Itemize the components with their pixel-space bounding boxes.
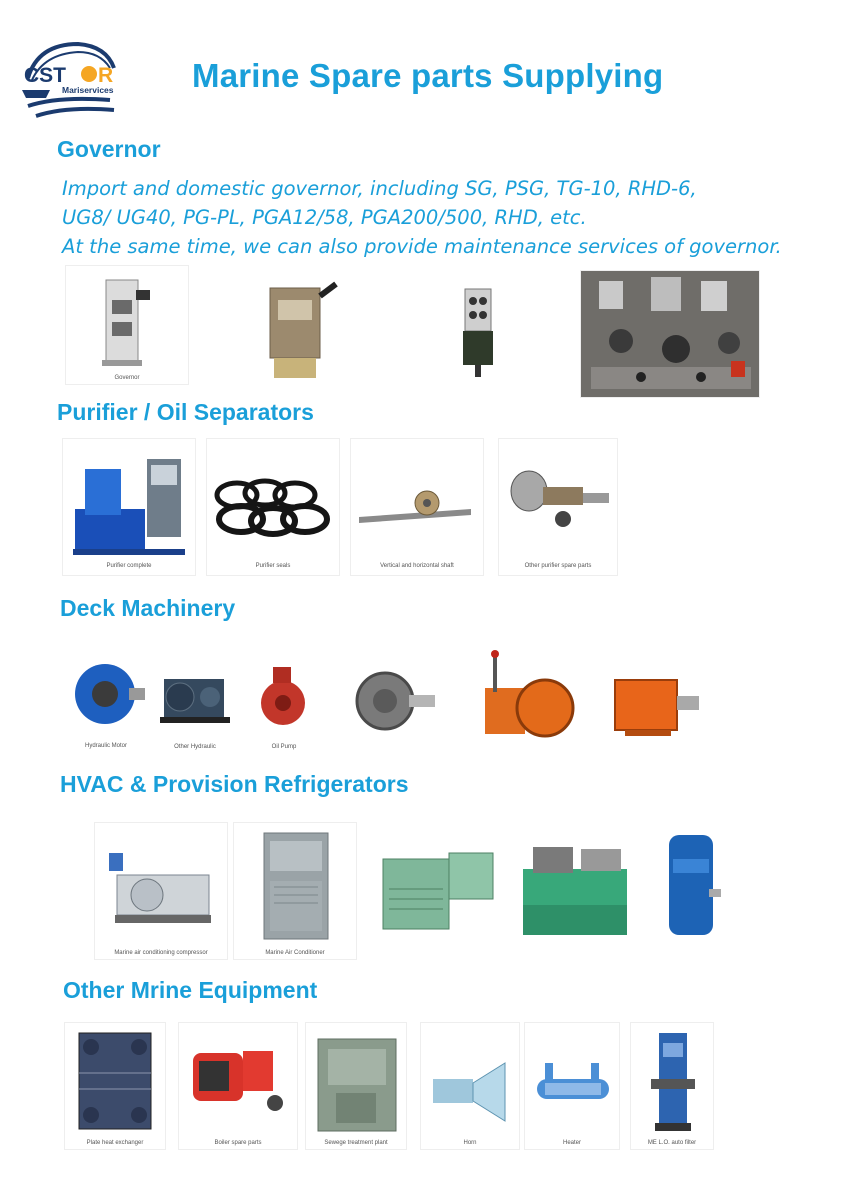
photo-caption: Governor — [114, 375, 140, 381]
section-heading-hvac: HVAC & Provision Refrigerators — [60, 771, 409, 797]
deck-photo-4 — [346, 650, 440, 754]
description-line: UG8/ UG40, PG-PL, PGA12/58, PGA200/500, RHD, etc. — [62, 206, 587, 229]
logo-text-r: R — [98, 64, 114, 87]
governor-description — [62, 174, 842, 261]
logo-tagline: Mariservices — [62, 85, 114, 95]
other-photo-1 — [64, 1022, 166, 1150]
photo-caption: Marine air conditioning compressor — [114, 950, 208, 956]
photo-caption: Sewege treatment plant — [324, 1140, 388, 1146]
hvac-photo-4 — [514, 828, 638, 952]
purifier-photo-2 — [206, 438, 340, 576]
description-line: At the same time, we can also provide maintenance services of governor. — [62, 235, 782, 258]
other-photo-3 — [305, 1022, 407, 1150]
hvac-photo-1 — [94, 822, 228, 960]
deck-photo-3 — [246, 650, 322, 754]
section-heading-purifier: Purifier / Oil Separators — [57, 399, 314, 425]
photo-caption: Other purifier spare parts — [524, 563, 592, 569]
photo-caption: Purifier seals — [255, 563, 291, 569]
hvac-photo-2 — [233, 822, 357, 960]
company-logo — [18, 38, 122, 126]
other-photo-2 — [178, 1022, 298, 1150]
other-photo-5 — [524, 1022, 620, 1150]
deck-photo-5 — [470, 645, 580, 755]
photo-caption: Boiler spare parts — [214, 1140, 262, 1146]
governor-photo-3 — [432, 268, 522, 384]
photo-caption: Marine Air Conditioner — [265, 950, 325, 956]
hvac-photo-3 — [368, 828, 502, 952]
section-heading-governor: Governor — [57, 136, 161, 162]
governor-repair-photo — [580, 270, 760, 398]
purifier-photo-4 — [498, 438, 618, 576]
deck-photo-1 — [64, 645, 148, 755]
photo-caption: Oil Pump — [271, 744, 297, 750]
deck-photo-2 — [155, 650, 235, 754]
photo-caption: ME L.O. auto filter — [647, 1140, 697, 1146]
purifier-photo-1 — [62, 438, 196, 576]
logo-text: CST — [24, 64, 66, 87]
photo-caption: Other Hydraulic — [174, 744, 216, 750]
page-title: Marine Spare parts Supplying — [192, 57, 664, 94]
hvac-photo-5 — [650, 818, 730, 956]
description-line: Import and domestic governor, including SG, PSG, TG-10, RHD-6, — [62, 177, 697, 200]
photo-caption: Purifier complete — [106, 563, 152, 569]
section-heading-deck-machinery: Deck Machinery — [60, 595, 236, 621]
other-photo-6 — [630, 1022, 714, 1150]
governor-photo-2 — [235, 265, 353, 385]
deck-photo-6 — [604, 655, 704, 751]
section-heading-other-equipment: Other Mrine Equipment — [63, 977, 318, 1003]
photo-caption: Hydraulic Motor — [84, 743, 127, 749]
photo-caption: Vertical and horizontal shaft — [380, 563, 454, 569]
governor-photo-1 — [65, 265, 189, 385]
photo-caption: Plate heat exchanger — [86, 1140, 144, 1146]
other-photo-4 — [420, 1022, 520, 1150]
photo-caption: Horn — [463, 1140, 477, 1146]
purifier-photo-3 — [350, 438, 484, 576]
photo-caption: Heater — [562, 1140, 581, 1146]
